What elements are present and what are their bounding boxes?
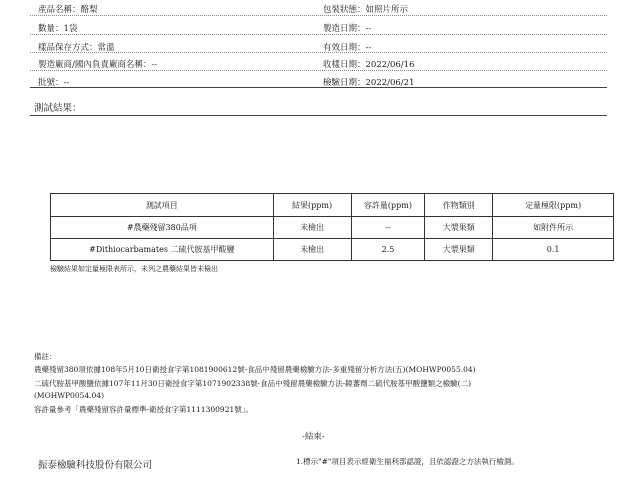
cell-quant-limit: 0.1 <box>493 239 614 261</box>
separator <box>30 52 607 53</box>
manufacturer: 製造廠商/國內負責廠商名稱：-- <box>38 60 158 70</box>
results-heading: 測試結果： <box>34 103 82 114</box>
manufacture-date: 製造日期：-- <box>323 24 372 34</box>
note-line: 容許量參考「農藥殘留容許量標準-衛授食字第1111300921號」。 <box>34 405 254 414</box>
heading-underline <box>30 115 607 116</box>
footer-remark: 1.標示"#"項目表示經衛生福利部認證，且依認證之方法執行檢測。 <box>296 457 519 466</box>
product-name: 產品名稱：酪梨 <box>38 5 98 15</box>
cell-crop-category: 大漿果類 <box>425 217 493 239</box>
header-result: 結果(ppm) <box>273 194 351 217</box>
company-name: 振泰檢驗科技股份有限公司 <box>38 460 153 471</box>
separator <box>30 34 607 35</box>
table-footnote: 檢驗結果如定量極限表所示，未列之農藥結果皆未檢出 <box>50 265 218 273</box>
header-test-item: 測試項目 <box>51 194 274 217</box>
separator <box>30 87 607 88</box>
separator <box>30 70 607 71</box>
cell-crop-category: 大漿果類 <box>425 239 493 261</box>
cell-tolerance: -- <box>351 217 425 239</box>
end-mark: -結束- <box>302 432 325 442</box>
quantity: 數量：1袋 <box>38 24 78 34</box>
cell-result: 未檢出 <box>273 239 351 261</box>
results-table <box>50 193 614 261</box>
cell-tolerance: 2.5 <box>351 239 425 261</box>
received-date: 收樣日期：2022/06/16 <box>323 60 415 70</box>
note-line: 農藥殘留380項依據108年5月10日衛授食字第1081900612號-食品中殘留農藥檢驗方法-多重殘留分析方法(五)(MOHWP0055.04) <box>34 365 476 374</box>
batch-number: 批號：-- <box>38 78 70 88</box>
cell-result: 未檢出 <box>273 217 351 239</box>
note-line: 二硫代胺基甲酸鹽依據107年11月30日衛授食字第1071902338號-食品中殘留農藥檢驗方法-鏡蕃劑二硫代胺基甲酸鹽類之檢驗(二) <box>34 379 472 388</box>
note-line: (MOHWP0054.04) <box>34 391 104 400</box>
header-tolerance: 容許量(ppm) <box>351 194 425 217</box>
notes-label: 備註： <box>34 352 57 361</box>
table-row <box>51 239 614 261</box>
storage-method: 樣品保存方式：常溫 <box>38 43 115 53</box>
test-date: 檢驗日期：2022/06/21 <box>323 78 415 88</box>
expiry-date: 有效日期：-- <box>323 43 372 53</box>
header-quant-limit: 定量極限(ppm) <box>493 194 614 217</box>
cell-quant-limit: 如附件所示 <box>493 217 614 239</box>
cell-test-item: #農藥殘留380品項 <box>51 217 274 239</box>
cell-test-item: #Dithiocarbamates 二硫代胺基甲酸鹽 <box>51 239 274 261</box>
separator <box>30 15 607 16</box>
table-row <box>51 217 614 239</box>
packaging-status: 包裝狀態：如照片所示 <box>323 5 409 15</box>
table-header-row <box>51 194 614 217</box>
header-crop-category: 作物類別 <box>425 194 493 217</box>
